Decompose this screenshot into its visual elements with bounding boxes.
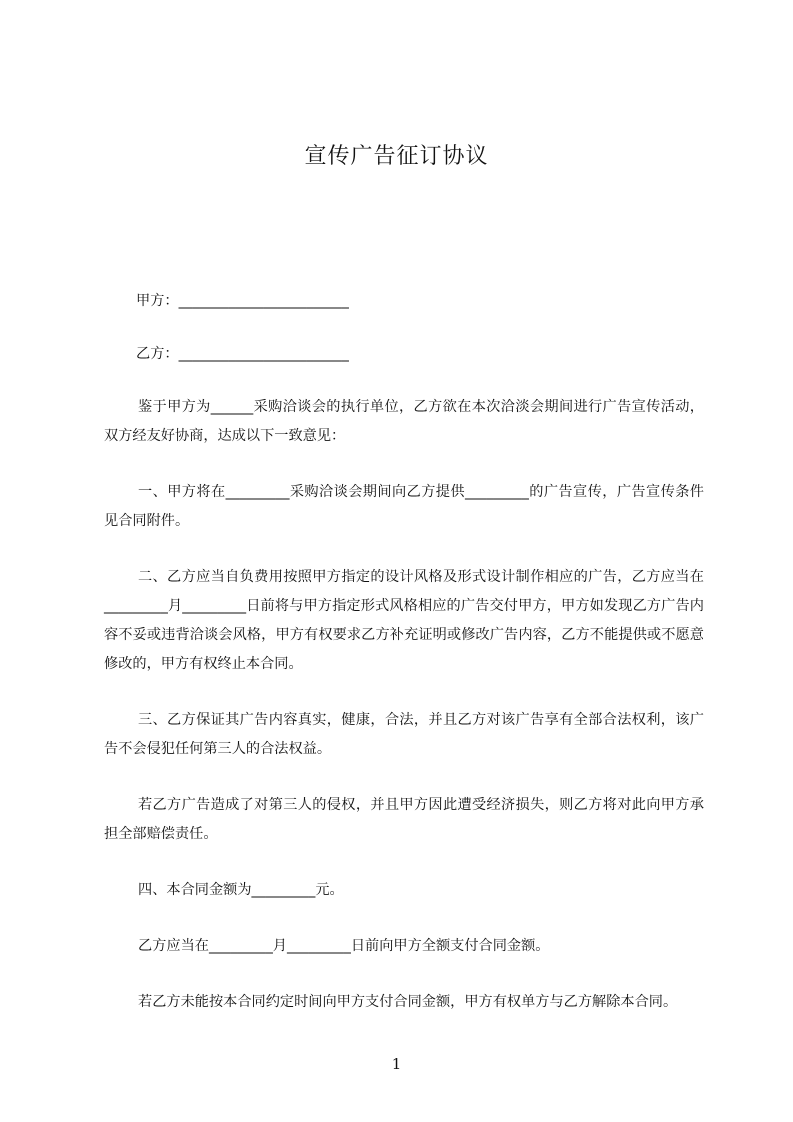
clause-4-paragraph: 四、本合同金额为_________元。 bbox=[138, 882, 344, 898]
preamble-paragraph: 鉴于甲方为______采购洽谈会的执行单位，乙方欲在本次洽淡会期间进行广告宣传活动，双方经友好协商，达成以下一致意见： bbox=[104, 399, 704, 444]
party-a-line: 甲方：________________________ bbox=[136, 293, 349, 309]
clause-3-paragraph: 三、乙方保证其广告内容真实，健康，合法，并且乙方对该广告享有全部合法权利，该广告不会侵犯任何第三人的合法权益。 bbox=[104, 712, 704, 757]
clause-1-paragraph: 一、甲方将在_________采购洽谈会期间向乙方提供_________的广告宣传，广告宣传条件见合同附件。 bbox=[104, 484, 704, 529]
clause-2-paragraph: 二、乙方应当自负费用按照甲方指定的设计风格及形式设计制作相应的广告，乙方应当在_________月_________日前将与甲方指定形式风格相应的广告交付甲方，甲方如发现乙方广告内容不妥或违背洽谈会风格，甲方有权要求乙方补充证明或修改广告内容，乙方不能提供或不愿意修改的，甲方有权终止本合同。 bbox=[104, 569, 704, 672]
document-body bbox=[104, 287, 704, 1044]
infringement-paragraph: 若乙方广告造成了对第三人的侵权，并且甲方因此遭受经济损失，则乙方将对此向甲方承担全部赔偿责任。 bbox=[104, 797, 704, 842]
party-b-line: 乙方：________________________ bbox=[136, 346, 349, 362]
termination-paragraph: 若乙方未能按本合同约定时间向甲方支付合同金额，甲方有权单方与乙方解除本合同。 bbox=[138, 994, 678, 1010]
payment-deadline-paragraph: 乙方应当在_________月_________日前向甲方全额支付合同金额。 bbox=[138, 938, 550, 954]
page-number: 1 bbox=[391, 1055, 402, 1073]
document-title: 宣传广告征订协议 bbox=[304, 144, 489, 169]
